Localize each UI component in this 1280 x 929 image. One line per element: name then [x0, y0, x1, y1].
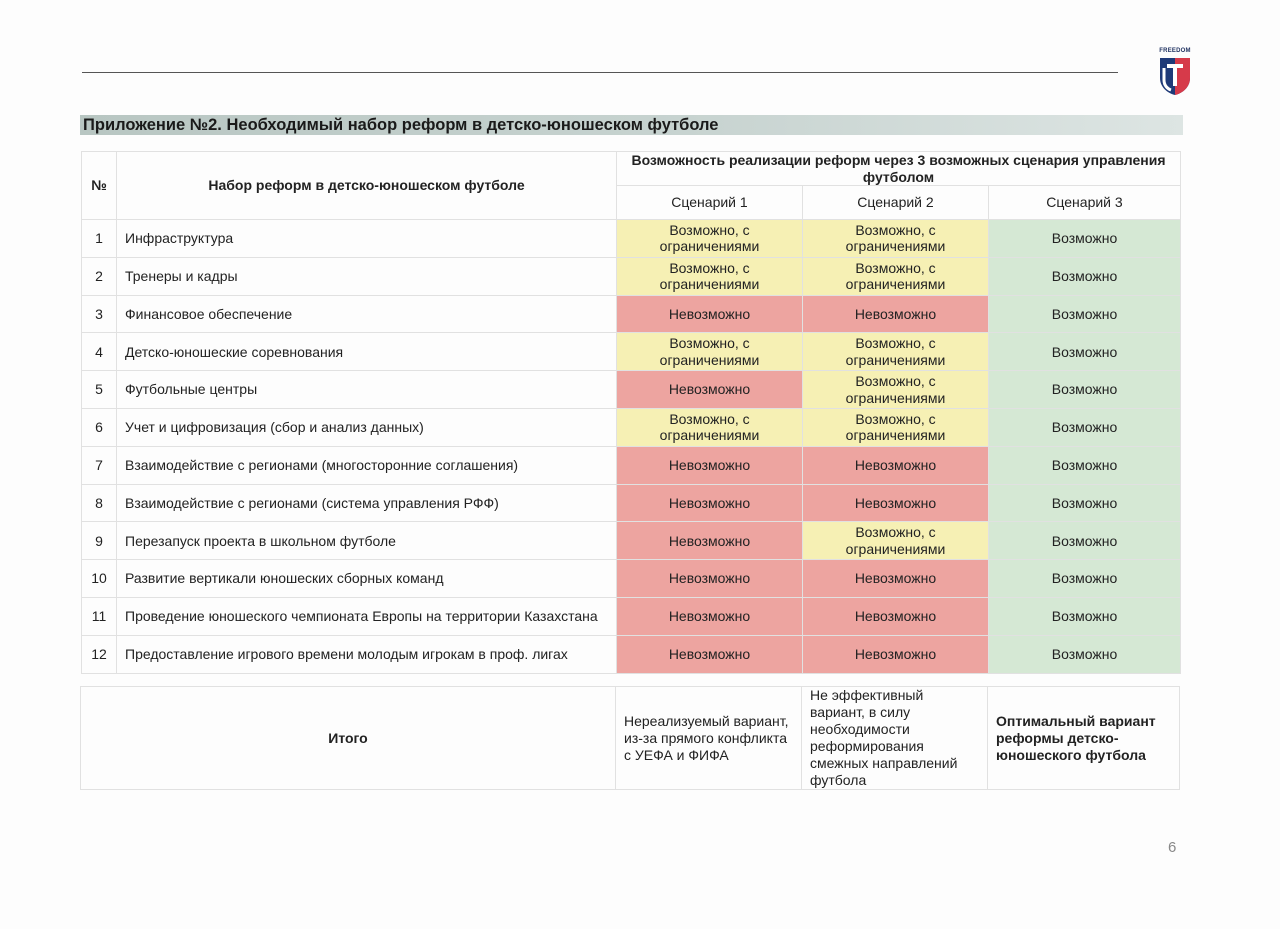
row-reform-name: Тренеры и кадры	[117, 257, 617, 295]
page-title: Приложение №2. Необходимый набор реформ в детско-юношеском футболе	[83, 116, 719, 134]
row-number: 9	[82, 522, 117, 560]
row-scenario-2: Возможно, с ограничениями	[803, 333, 989, 371]
summary-scenario-3: Оптимальный вариант реформы детско-юношеского футбола	[988, 687, 1180, 790]
row-number: 10	[82, 560, 117, 598]
table-row	[82, 257, 1181, 295]
row-scenario-3: Возможно	[989, 371, 1181, 409]
row-scenario-2: Возможно, с ограничениями	[803, 522, 989, 560]
row-scenario-3: Возможно	[989, 635, 1181, 673]
row-reform-name: Инфраструктура	[117, 220, 617, 258]
summary-label: Итого	[81, 687, 616, 790]
row-scenario-3: Возможно	[989, 408, 1181, 446]
row-scenario-3: Возможно	[989, 484, 1181, 522]
header-scenario-3: Сценарий 3	[989, 186, 1181, 220]
row-scenario-3: Возможно	[989, 333, 1181, 371]
row-reform-name: Перезапуск проекта в школьном футболе	[117, 522, 617, 560]
row-number: 4	[82, 333, 117, 371]
logo-text: FREEDOM	[1159, 48, 1191, 54]
row-scenario-3: Возможно	[989, 257, 1181, 295]
header-scenario-2: Сценарий 2	[803, 186, 989, 220]
row-reform-name: Футбольные центры	[117, 371, 617, 409]
row-scenario-2: Возможно, с ограничениями	[803, 220, 989, 258]
row-scenario-1: Невозможно	[617, 484, 803, 522]
freedom-logo	[1152, 48, 1198, 100]
row-scenario-1: Невозможно	[617, 635, 803, 673]
row-number: 5	[82, 371, 117, 409]
row-scenario-2: Невозможно	[803, 597, 989, 635]
table-row	[82, 635, 1181, 673]
row-number: 8	[82, 484, 117, 522]
header-scenario-group: Возможность реализации реформ через 3 возможных сценария управления футболом	[617, 152, 1181, 186]
row-scenario-2: Возможно, с ограничениями	[803, 408, 989, 446]
table-row	[82, 522, 1181, 560]
summary-row	[81, 687, 1180, 790]
row-reform-name: Проведение юношеского чемпионата Европы на территории Казахстана	[117, 597, 617, 635]
row-scenario-2: Невозможно	[803, 295, 989, 333]
row-scenario-2: Невозможно	[803, 484, 989, 522]
row-scenario-1: Невозможно	[617, 560, 803, 598]
summary-scenario-2: Не эффективный вариант, в силу необходимости реформирования смежных направлений футбола	[802, 687, 988, 790]
table-row	[82, 560, 1181, 598]
row-number: 7	[82, 446, 117, 484]
table-row	[82, 295, 1181, 333]
row-scenario-2: Невозможно	[803, 560, 989, 598]
header-num: №	[82, 152, 117, 220]
header-reform: Набор реформ в детско-юношеском футболе	[117, 152, 617, 220]
table-row	[82, 333, 1181, 371]
row-number: 11	[82, 597, 117, 635]
summary-table	[80, 686, 1180, 790]
row-scenario-1: Возможно, с ограничениями	[617, 333, 803, 371]
reforms-table	[81, 151, 1181, 674]
row-scenario-3: Возможно	[989, 560, 1181, 598]
row-scenario-3: Возможно	[989, 446, 1181, 484]
row-number: 6	[82, 408, 117, 446]
row-scenario-2: Возможно, с ограничениями	[803, 371, 989, 409]
table-row	[82, 597, 1181, 635]
row-reform-name: Учет и цифровизация (сбор и анализ данных)	[117, 408, 617, 446]
row-reform-name: Предоставление игрового времени молодым игрокам в проф. лигах	[117, 635, 617, 673]
row-scenario-2: Невозможно	[803, 446, 989, 484]
row-number: 1	[82, 220, 117, 258]
summary-scenario-1: Нереализуемый вариант, из-за прямого конфликта с УЕФА и ФИФА	[616, 687, 802, 790]
header-rule	[82, 72, 1118, 73]
row-reform-name: Взаимодействие с регионами (система управления РФФ)	[117, 484, 617, 522]
row-reform-name: Детско-юношеские соревнования	[117, 333, 617, 371]
row-scenario-1: Возможно, с ограничениями	[617, 408, 803, 446]
row-scenario-1: Невозможно	[617, 371, 803, 409]
row-scenario-2: Возможно, с ограничениями	[803, 257, 989, 295]
shield-logo-icon	[1158, 56, 1192, 96]
row-scenario-3: Возможно	[989, 522, 1181, 560]
table-row	[82, 446, 1181, 484]
table-row	[82, 220, 1181, 258]
row-scenario-1: Невозможно	[617, 446, 803, 484]
page-number: 6	[1168, 839, 1177, 856]
reforms-table-body	[82, 220, 1181, 674]
row-number: 12	[82, 635, 117, 673]
row-scenario-1: Возможно, с ограничениями	[617, 220, 803, 258]
table-row	[82, 484, 1181, 522]
row-scenario-1: Невозможно	[617, 597, 803, 635]
row-number: 2	[82, 257, 117, 295]
row-scenario-3: Возможно	[989, 597, 1181, 635]
row-scenario-3: Возможно	[989, 295, 1181, 333]
row-reform-name: Финансовое обеспечение	[117, 295, 617, 333]
table-row	[82, 408, 1181, 446]
row-scenario-1: Возможно, с ограничениями	[617, 257, 803, 295]
table-row	[82, 371, 1181, 409]
row-scenario-1: Невозможно	[617, 522, 803, 560]
row-scenario-1: Невозможно	[617, 295, 803, 333]
row-number: 3	[82, 295, 117, 333]
row-reform-name: Развитие вертикали юношеских сборных команд	[117, 560, 617, 598]
row-scenario-3: Возможно	[989, 220, 1181, 258]
row-scenario-2: Невозможно	[803, 635, 989, 673]
row-reform-name: Взаимодействие с регионами (многосторонние соглашения)	[117, 446, 617, 484]
header-scenario-1: Сценарий 1	[617, 186, 803, 220]
